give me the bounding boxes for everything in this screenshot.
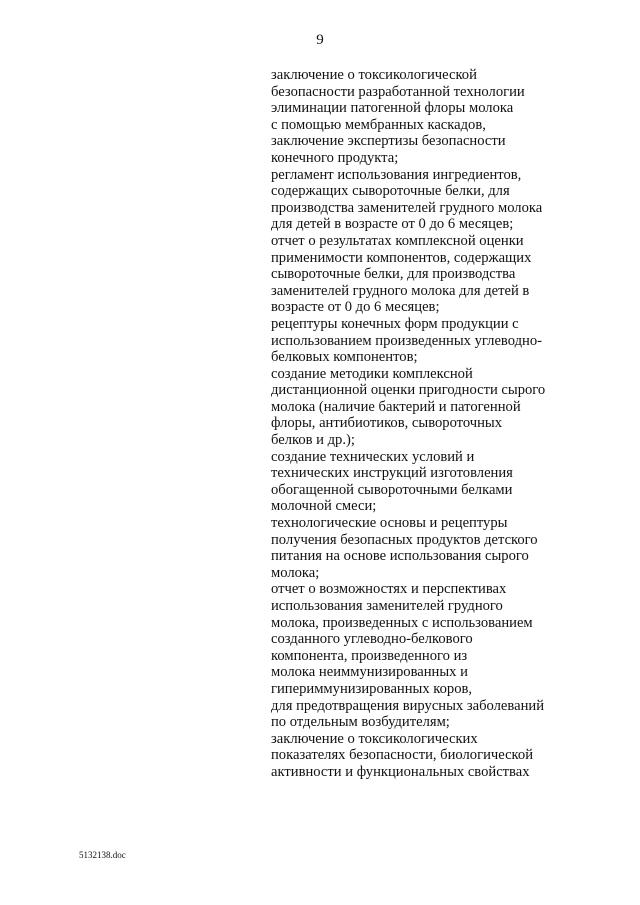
text-line: заключение о токсикологической [271,67,477,83]
text-line: рецептуры конечных форм продукции с [271,315,519,332]
text-line: элиминации патогенной флоры молока [271,100,514,117]
text-line: показателях безопасности, биологической [271,747,534,764]
text-line: применимости компонентов, содержащих [271,249,532,266]
text-line: дистанционной оценки пригодности сырого [271,382,546,399]
text-line: сывороточные белки, для производства [271,266,516,283]
text-line: питания на основе использования сырого [271,548,529,565]
document-filename-footer: 5132138.doc [79,850,126,860]
text-line: возрасте от 0 до 6 месяцев; [271,299,440,316]
text-line: получения безопасных продуктов детского [271,531,538,548]
page-number: 9 [316,32,324,48]
text-line: по отдельным возбудителям; [271,714,450,731]
text-line: отчет о результатах комплексной оценки [271,232,524,249]
text-line: флоры, антибиотиков, сывороточных [271,415,503,432]
text-line: отчет о возможностях и перспективах [271,581,507,598]
text-line: создание методики комплексной [271,365,473,382]
text-line: технических инструкций изготовления [271,465,513,482]
text-line: использованием произведенных углеводно- [271,332,542,349]
text-line: содержащих сывороточные белки, для [271,183,510,200]
text-line: технологические основы и рецептуры [271,515,508,532]
text-line: регламент использования ингредиентов, [271,166,522,183]
text-line: молока; [271,564,320,581]
text-line: с помощью мембранных каскадов, [271,116,486,133]
text-line: использования заменителей грудного [271,598,503,614]
text-line: компонента, произведенного из [271,647,468,664]
text-line: для детей в возрасте от 0 до 6 месяцев; [271,216,514,233]
text-line: белковых компонентов; [271,349,418,366]
text-line: безопасности разработанной технологии [271,83,525,100]
text-line: молока (наличие бактерий и патогенной [271,398,521,415]
text-line: заключение о токсикологических [271,730,478,747]
text-line: молока неиммунизированных и [271,664,468,681]
text-line: молочной смеси; [271,498,377,515]
text-line: создание технических условий и [271,448,475,465]
text-line: белков и др.); [271,432,355,449]
text-line: гипериммунизированных коров, [271,680,473,697]
text-line: обогащенной сывороточными белками [271,481,513,498]
document-body-text [271,67,571,781]
text-line: активности и функциональных свойствах [271,763,530,780]
text-line: заключение экспертизы безопасности [271,133,506,150]
text-line: молока, произведенных с использованием [271,614,533,631]
text-line: созданного углеводно-белкового [271,631,473,648]
text-line: производства заменителей грудного молока [271,199,543,216]
text-line: заменителей грудного молока для детей в [271,282,530,299]
text-line: для предотвращения вирусных заболеваний [271,697,545,714]
text-line: конечного продукта; [271,149,399,166]
